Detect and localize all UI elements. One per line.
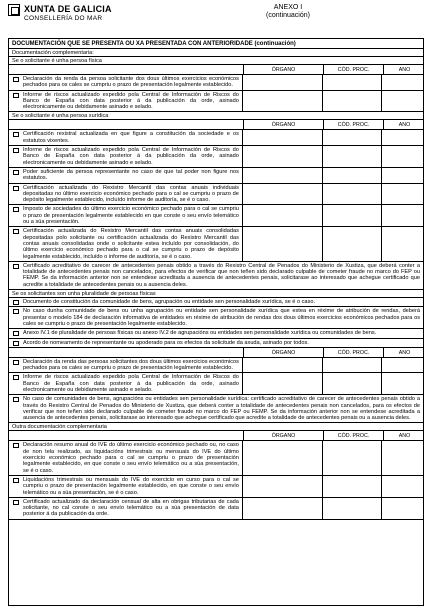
document-checkbox[interactable] [13,375,19,380]
annex-label [248,4,328,20]
document-row [9,373,423,395]
document-row-full [9,298,423,307]
year-cell[interactable] [381,205,423,226]
column-organ: ÓRGANO [243,431,323,441]
organ-cell[interactable] [242,146,322,167]
column-organ: ÓRGANO [243,120,323,130]
document-label: Certificación rexistral actualizada en que figure a constitución da sociedade e os estatutos vixentes. [23,131,239,144]
organ-cell[interactable] [242,441,322,474]
annex-title: ANEXO I [273,4,303,11]
column-year: ANO [383,120,424,130]
organ-cell[interactable] [242,358,322,373]
document-row [9,168,423,184]
annex-subtitle: (continuación) [266,12,310,19]
year-cell[interactable] [381,441,423,474]
document-label: Imposto de sociedades do último exercicio económico pechado para o cal se cumpriu o prazo de presentación legalmente establecido en que conste o seu envío telemático ou a súa presentación. [23,206,239,226]
code-cell[interactable] [322,75,382,90]
document-checkbox[interactable] [13,186,19,191]
document-label: Liquidacións trimestrais ou mensuais do IVE do exercicio en curso para o cal se cumpriu o prazo de presentación legalmente establecido, en que conste o seu envío telemático ou a súa presentación, se é o caso. [23,476,239,496]
document-checkbox[interactable] [13,360,19,365]
document-row-full [9,339,423,348]
document-checkbox[interactable] [13,341,19,346]
year-cell[interactable] [381,498,423,519]
organ-cell[interactable] [242,205,322,226]
code-cell[interactable] [322,498,382,519]
document-row [9,91,423,113]
document-row-full [9,262,423,290]
document-checkbox[interactable] [13,93,19,98]
document-checkbox[interactable] [13,397,19,402]
document-checkbox[interactable] [13,331,19,336]
document-label: No caso dunha comunidade de bens ou unha agrupación ou entidade sen personalidade xurídica que estea en réxime de atribución de rendas, deberá presentar o modelo 184 de declaración informativa de entidades en réxime de atribución de rendas dos dous últimos exercicios económicos pechados para os cales se cumpriu o prazo de presentación legalmente establecido. [23,308,420,327]
table-title: DOCUMENTACIÓN QUE SE PRESENTA OU XA PRESENTADA CON ANTERIORIDADE (continuación) [9,39,423,49]
document-label: Anexo IV.1 de pluralidade de persoas físicas ou anexo IV.2 de agrupacións ou entidades sen personalidade xurídica ou comunidades de bens. [23,330,377,337]
document-row [9,441,423,475]
document-row [9,184,423,206]
document-checkbox[interactable] [13,207,19,212]
column-header-row [9,348,423,358]
document-row-full [9,307,423,329]
document-label: No caso de comunidades de bens, agrupacións ou entidades sen personalidade xurídica: certificado acreditativo de carecer de antecedentes penais obtido a través do Rexistro Central de Penados do Ministerio de Xustiza, que deberá conter a totalidade de antecedentes penais non cancelados, para os efectos de verificar que non teñen sido declarado culpable de cometer fraude no marco do FEP ou FEMP. Se da información anterior non se entendese acreditada a ausencia de antecedentes penais, solicitarase ao interesado que achegue certificado que acredite a totalidade de antecedentes penais ou a ausencia deles. [23,396,420,422]
column-year: ANO [383,65,424,75]
dept-name: CONSELLERÍA DO MAR [24,15,103,22]
document-label: Informe de riscos actualizado expedido pola Central de Información de Riscos do Banco de España con data posterior á da publicación da orde, asinado electronicamente ou debidamente asinado e selado. [23,91,239,111]
org-name: XUNTA DE GALICIA [24,4,112,14]
document-row [9,476,423,498]
organ-cell[interactable] [242,184,322,205]
column-year: ANO [383,348,424,358]
year-cell[interactable] [381,130,423,145]
code-cell[interactable] [322,205,382,226]
document-label: Certificación actualizada do Rexistro Mercantil das contas anuais individuais depositadas no último exercicio económico pechado para o cal se cumpriu o prazo de depósito legalmente establecido, incluído informe de auditoría, se é o caso. [23,184,239,204]
organ-cell[interactable] [242,130,322,145]
document-checkbox[interactable] [13,309,19,314]
code-cell[interactable] [322,227,382,260]
column-organ: ÓRGANO [243,348,323,358]
document-label: Declaración da renda da persoa solicitante dos dous últimos exercicios económicos pechados para os cales se cumpriu o prazo de presentación legalmente establecido. [23,76,239,89]
column-code: CÓD. PROC. [323,348,383,358]
code-cell[interactable] [322,91,382,112]
year-cell[interactable] [381,75,423,90]
code-cell[interactable] [322,373,382,394]
document-checkbox[interactable] [13,478,19,483]
column-header-row [9,120,423,130]
column-code: CÓD. PROC. [323,65,383,75]
code-cell[interactable] [322,358,382,373]
column-code: CÓD. PROC. [323,120,383,130]
section-other: Outra documentación complementaria [9,423,423,431]
document-row-full [9,329,423,338]
document-row [9,130,423,146]
document-row [9,358,423,374]
document-label: Informe de riscos actualizado expedido pola Central de Información de Riscos do Banco de España con data posterior á da publicación da orde, asinado electronicamente ou debidamente asinado e selado. [23,147,239,166]
document-row [9,205,423,227]
year-cell[interactable] [381,146,423,167]
organ-cell[interactable] [242,168,322,183]
documentation-table [8,38,424,606]
document-label: Certificado actualizado da declaración censual de alta en obrigas tributarias de cada solicitante, no cal conste o seu envío telemático ou a súa presentación de data posterior á da publicación da orde. [23,498,239,518]
organ-cell[interactable] [242,227,322,260]
xunta-logo-icon [8,4,20,16]
document-row [9,498,423,520]
document-checkbox[interactable] [13,148,19,153]
organ-cell[interactable] [242,75,322,90]
column-year: ANO [383,431,424,441]
code-cell[interactable] [322,130,382,145]
section-plurality: Se os solicitantes son unha pluralidade de persoas físicas [9,290,423,298]
document-checkbox[interactable] [13,170,19,175]
organ-cell[interactable] [242,476,322,497]
organ-cell[interactable] [242,498,322,519]
column-header-row [9,431,423,441]
code-cell[interactable] [322,168,382,183]
year-cell[interactable] [381,358,423,373]
document-label: Declaración resumo anual do IVE do último exercicio económico pechado ou, no caso de non tela realizado, as liquidacións trimestrais ou mensuais do IVE do último exercicio económico pechado para o cal se cumpriu o prazo de presentación legalmente establecido, en que conste o seu envío telemático ou a súa presentación, se é o caso. [23,442,239,474]
year-cell[interactable] [381,476,423,497]
document-checkbox[interactable] [13,132,19,137]
document-label: Certificación actualizada do Rexistro Mercantil das contas anuais consolidadas depositadas polo solicitante ou certificación actualizada do Rexistro Mercantil das contas anuais consolidadas onde o solicitante estea incluído por consolidación, do último exercicio económico pechado para o cal se cumpriu o prazo de depósito legalmente establecido, incluído o informe de auditoría, se é o caso. [23,228,239,260]
document-checkbox[interactable] [13,264,19,269]
document-row [9,227,423,261]
section-legal-person: Se o solicitante é unha persoa xurídica [9,112,423,120]
document-checkbox[interactable] [13,500,19,505]
section-complementary: Documentación complementaria: [9,49,423,57]
year-cell[interactable] [381,184,423,205]
document-label: Poder suficiente da persoa representante no caso de que tal poder non figure nos estatutos. [23,168,239,182]
column-header-row [9,65,423,75]
organ-cell[interactable] [242,91,322,112]
document-checkbox[interactable] [13,77,19,82]
document-checkbox[interactable] [13,300,19,305]
year-cell[interactable] [381,227,423,260]
code-cell[interactable] [322,184,382,205]
year-cell[interactable] [381,91,423,112]
document-label: Documento de constitución da comunidade de bens, agrupación ou entidade sen personalidade xurídica, se é o caso. [23,299,316,306]
document-label: Acordo de nomeamento de representante ou apoderado para os efectos da solicitude da axuda, asinado por todos. [23,339,309,346]
document-label: Certificado acreditativo de carecer de antecedentes penais obtido a través do Rexistro Central de Penados do Ministerio de Xustiza, que deberá conter a totalidade de antecedentes penais non cancelados, para efectos de verificar que non teñen sido declarado culpable de cometer fraude no marco do FEP ou FEMP. Se da información anterior non se entendese acreditada a ausencia de antecedentes penais, solicitarase ao interesado que achegue certificado que acredite a totalidade de antecedentes penais ou a ausencia deles. [23,262,420,288]
document-row [9,146,423,168]
code-cell[interactable] [322,146,382,167]
document-row [9,75,423,91]
column-organ: ÓRGANO [243,65,323,75]
column-code: CÓD. PROC. [323,431,383,441]
organ-cell[interactable] [242,373,322,394]
year-cell[interactable] [381,168,423,183]
document-label: Informe de riscos actualizado expedido pola Central de Información de Riscos do Banco de España con data posterior á da publicación da orde, asinado electronicamente ou debidamente asinado e selado. [23,374,239,393]
document-header [8,4,424,34]
section-physical-person: Se o solicitante é unha persoa física [9,57,423,65]
document-checkbox[interactable] [13,229,19,234]
year-cell[interactable] [381,373,423,394]
document-row-full [9,395,423,423]
document-checkbox[interactable] [13,443,19,448]
document-label: Declaración da renda das persoas solicitantes dos dous últimos exercicios económicos pechados para os cales se cumpriu o prazo de presentación legalmente establecido. [23,358,239,372]
code-cell[interactable] [322,441,382,474]
code-cell[interactable] [322,476,382,497]
